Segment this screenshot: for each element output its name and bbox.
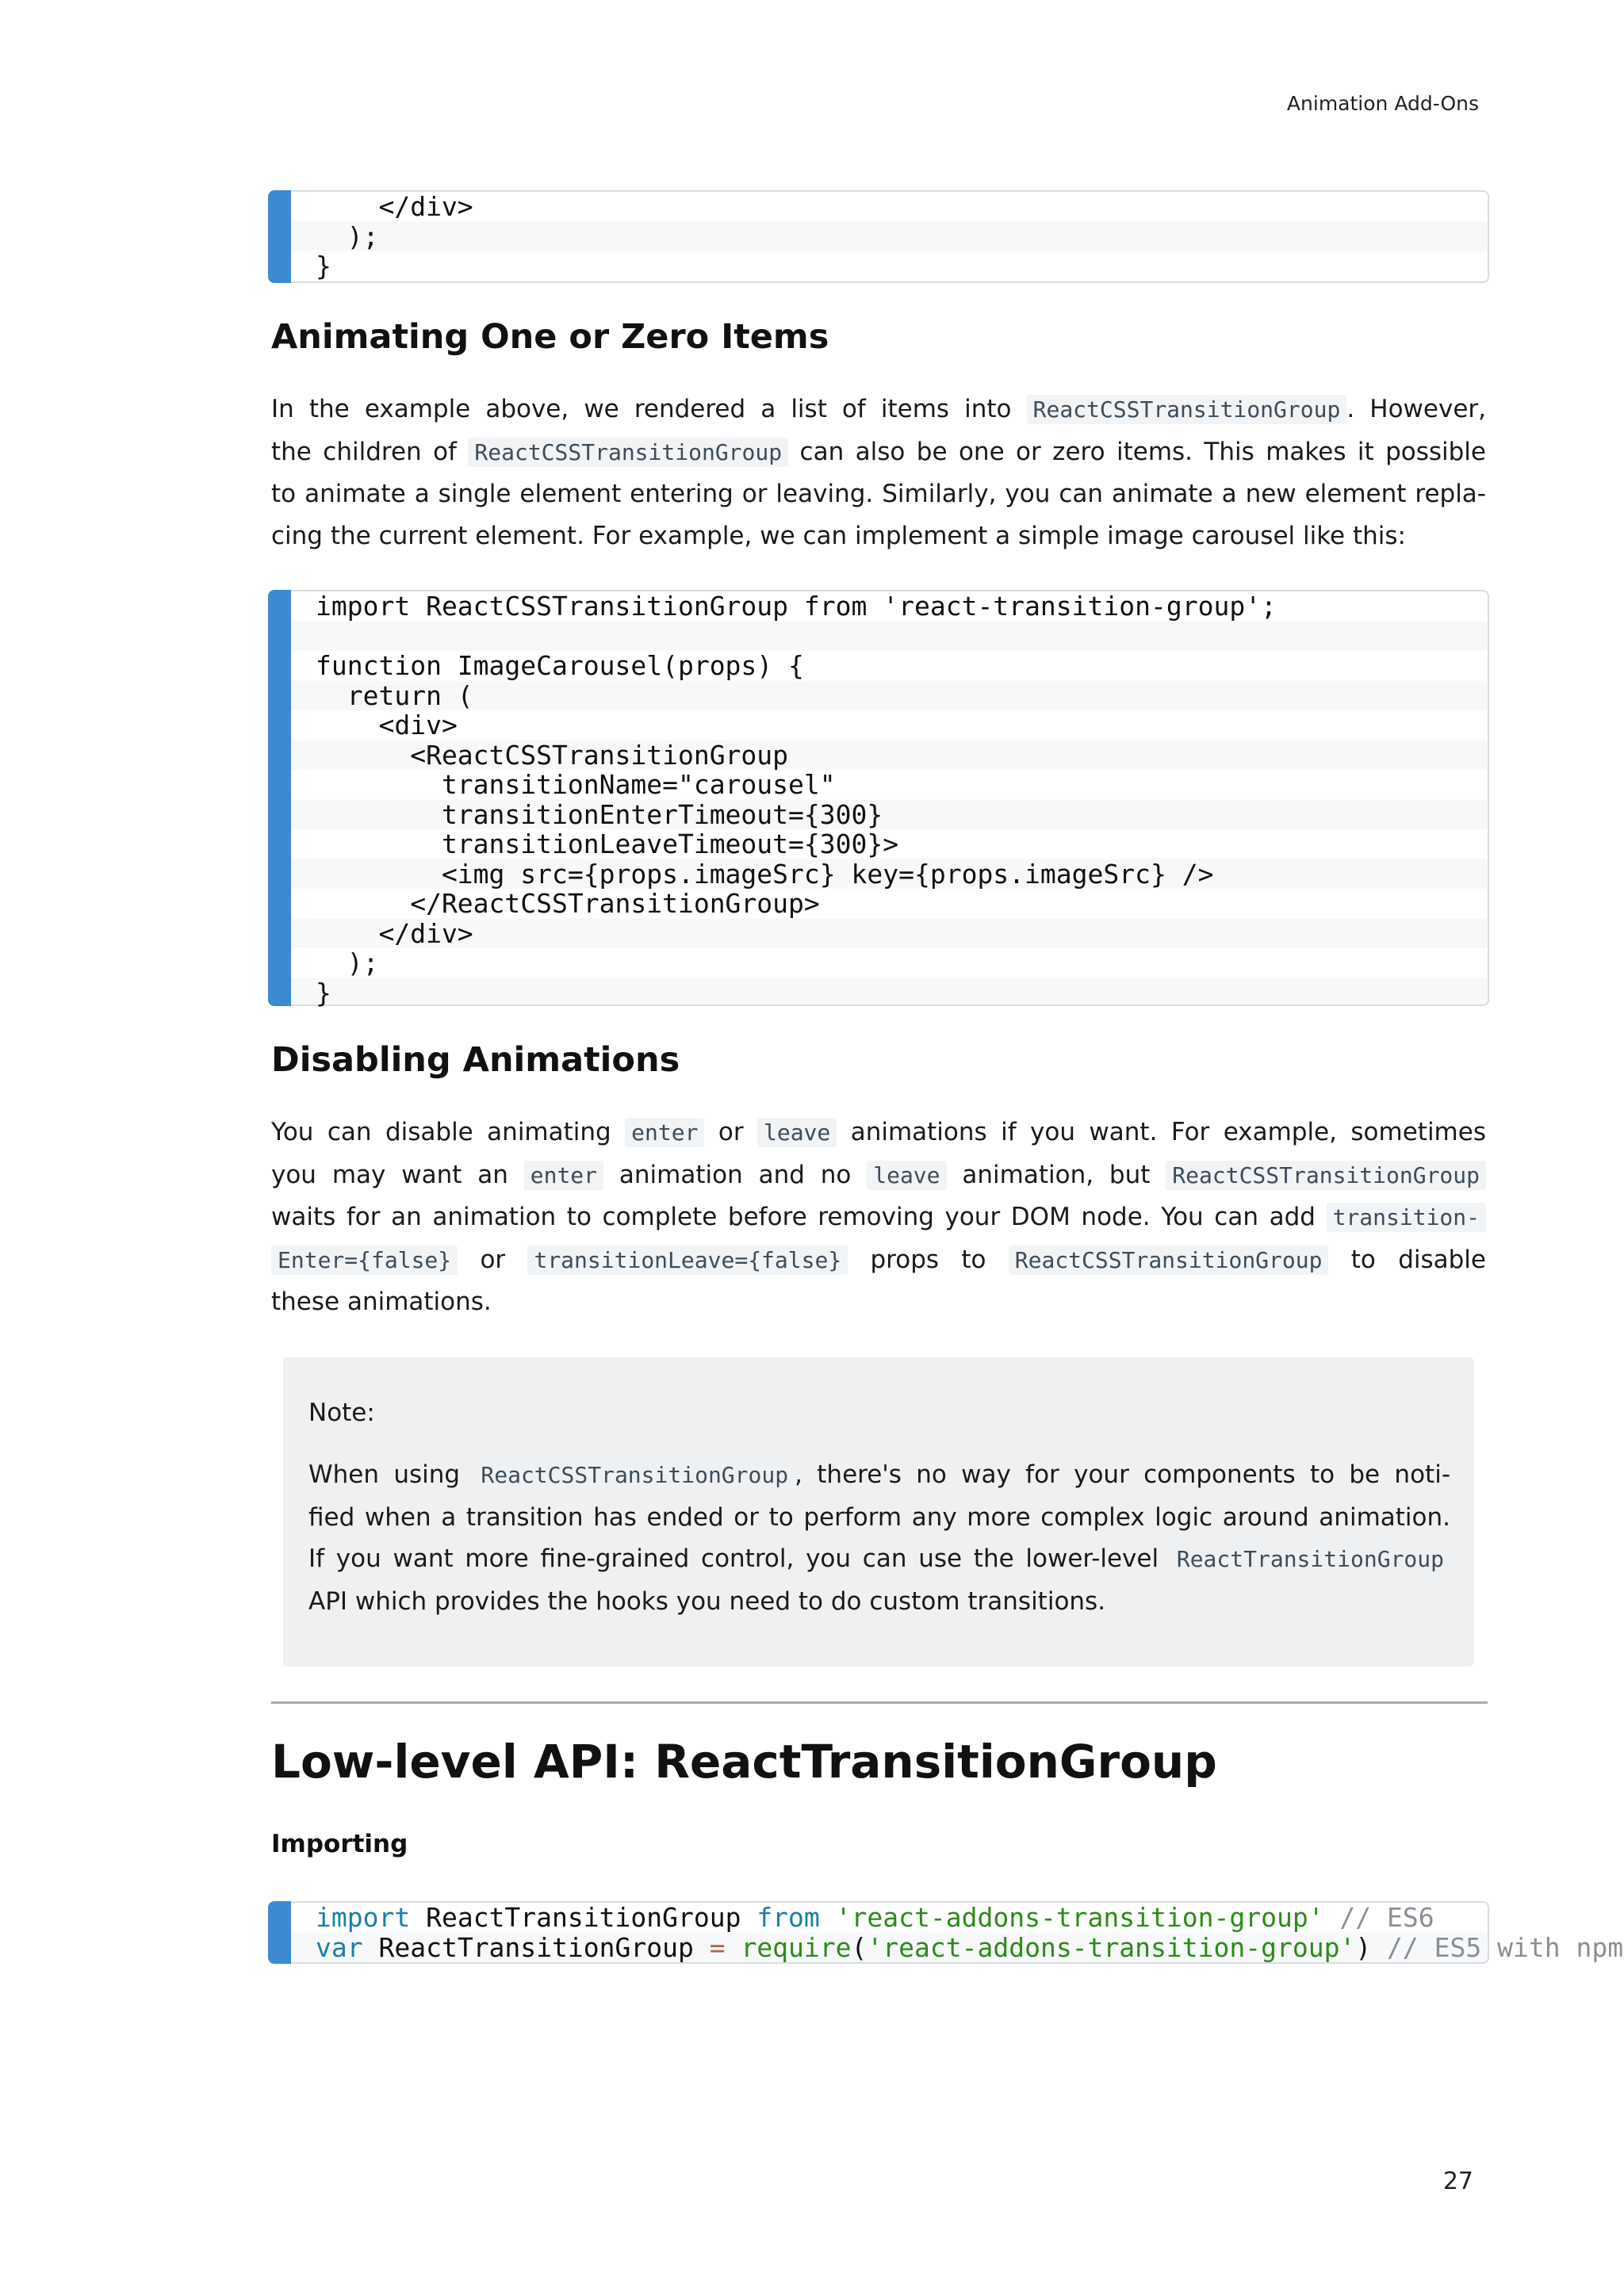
inline-code: enter [625, 1118, 704, 1147]
code-content: import ReactTransitionGroup from 'react-addons-transition-group' // ES6 var ReactTransitionGroup = require('react-addons-transition-group') // ES5 with npm [316, 1902, 1624, 1963]
note-line: fied when a transition has ended or to perform any more complex logic around animation. [308, 1502, 1450, 1532]
inline-code: ReactCSSTransitionGroup [1009, 1246, 1329, 1275]
paragraph-disabling-animations [271, 1112, 1486, 1323]
inline-code: ReactTransitionGroup [1176, 1546, 1444, 1572]
paragraph-line: these animations. [271, 1288, 492, 1316]
note-line: If you want more fine-grained control, you can use the lower-level ReactTransitionGroup [308, 1538, 1450, 1581]
code-line: transitionEnterTimeout={300} [316, 798, 883, 830]
paragraph-line: You can disable animating enter or leave animations if you want. For example, sometimes [271, 1118, 1486, 1146]
inline-code: ReactCSSTransitionGroup [468, 438, 788, 467]
paragraph-line: cing the current element. For example, we can implement a simple image carousel like this: [271, 521, 1406, 550]
section-divider [271, 1701, 1488, 1704]
code-operator: = [709, 1931, 726, 1963]
code-line: </div> [316, 917, 473, 949]
inline-code: transition- [1327, 1203, 1486, 1232]
code-line: </div> [316, 191, 473, 222]
code-line: transitionLeaveTimeout={300}> [316, 828, 899, 859]
note-title: Note: [308, 1399, 375, 1427]
paragraph-animating-one-or-zero [271, 388, 1486, 557]
running-header: Animation Add-Ons [1286, 92, 1479, 115]
code-line: ); [316, 947, 379, 978]
section-heading-animating-one-or-zero: Animating One or Zero Items [271, 317, 829, 357]
inline-code: transitionLeave={false} [527, 1246, 848, 1275]
note-line: API which provides the hooks you need to do custom transitions. [308, 1586, 1106, 1616]
code-line: } [316, 977, 331, 1008]
page-number: 27 [1442, 2168, 1473, 2195]
code-function: require [725, 1931, 852, 1963]
code-keyword: from [756, 1902, 820, 1933]
code-line: <div> [316, 710, 458, 740]
code-line: </ReactCSSTransitionGroup> [316, 888, 820, 919]
code-comment: // ES6 [1323, 1902, 1434, 1933]
code-line: function ImageCarousel(props) { [316, 650, 804, 681]
code-block-continuation [268, 190, 1489, 283]
paragraph-line: the children of ReactCSSTransitionGroup can also be one or zero items. This makes it possible [271, 437, 1486, 466]
code-line: ); [316, 220, 379, 252]
note-callout [283, 1357, 1474, 1667]
subheading-importing: Importing [271, 1830, 408, 1858]
inline-code: ReactCSSTransitionGroup [1166, 1161, 1486, 1190]
note-line: When using ReactCSSTransitionGroup , there's no way for your components to be noti- [308, 1460, 1451, 1489]
code-line: } [316, 251, 331, 281]
note-body [308, 1454, 1450, 1622]
code-block-image-carousel [268, 590, 1489, 1006]
code-line: transitionName="carousel" [316, 769, 836, 800]
code-block-accent-bar [268, 590, 291, 1006]
code-block-accent-bar [268, 190, 291, 283]
chapter-heading-low-level-api: Low-level API: ReactTransitionGroup [271, 1735, 1217, 1789]
code-block-accent-bar [268, 1901, 291, 1964]
inline-code: ReactCSSTransitionGroup [1027, 395, 1347, 424]
code-string: 'react-addons-transition-group' [867, 1931, 1356, 1963]
inline-code: ReactCSSTransitionGroup [481, 1462, 789, 1488]
inline-code: enter [524, 1161, 603, 1190]
code-keyword: import [316, 1902, 411, 1933]
paragraph-line: you may want an enter animation and no leave animation, but ReactCSSTransitionGroup [271, 1154, 1486, 1197]
paragraph-line: waits for an animation to complete before removing your DOM node. You can add transition- [271, 1196, 1486, 1239]
inline-code: leave [867, 1161, 946, 1190]
code-block-import [268, 1901, 1624, 1964]
code-line: <ReactCSSTransitionGroup [316, 739, 789, 771]
code-keyword: var [316, 1931, 363, 1963]
section-heading-disabling-animations: Disabling Animations [271, 1040, 680, 1080]
inline-code: leave [757, 1118, 837, 1147]
code-content [268, 192, 1488, 281]
code-line: <img src={props.imageSrc} key={props.imageSrc} /> [316, 858, 1214, 890]
code-content [268, 591, 1488, 1008]
code-line: return ( [316, 679, 473, 711]
code-string: 'react-addons-transition-group' [819, 1902, 1324, 1933]
code-line: import ReactCSSTransitionGroup from 'react-transition-group'; [316, 591, 1277, 622]
code-comment: // ES5 with npm [1371, 1931, 1624, 1963]
paragraph-line: Enter={false} or transitionLeave={false} props to ReactCSSTransitionGroup to disable [271, 1239, 1486, 1282]
paragraph-line: In the example above, we rendered a list of items into ReactCSSTransitionGroup . However, [271, 395, 1486, 423]
inline-code: Enter={false} [271, 1246, 458, 1275]
paragraph-line: to animate a single element entering or leaving. Similarly, you can animate a new element repla- [271, 480, 1486, 508]
